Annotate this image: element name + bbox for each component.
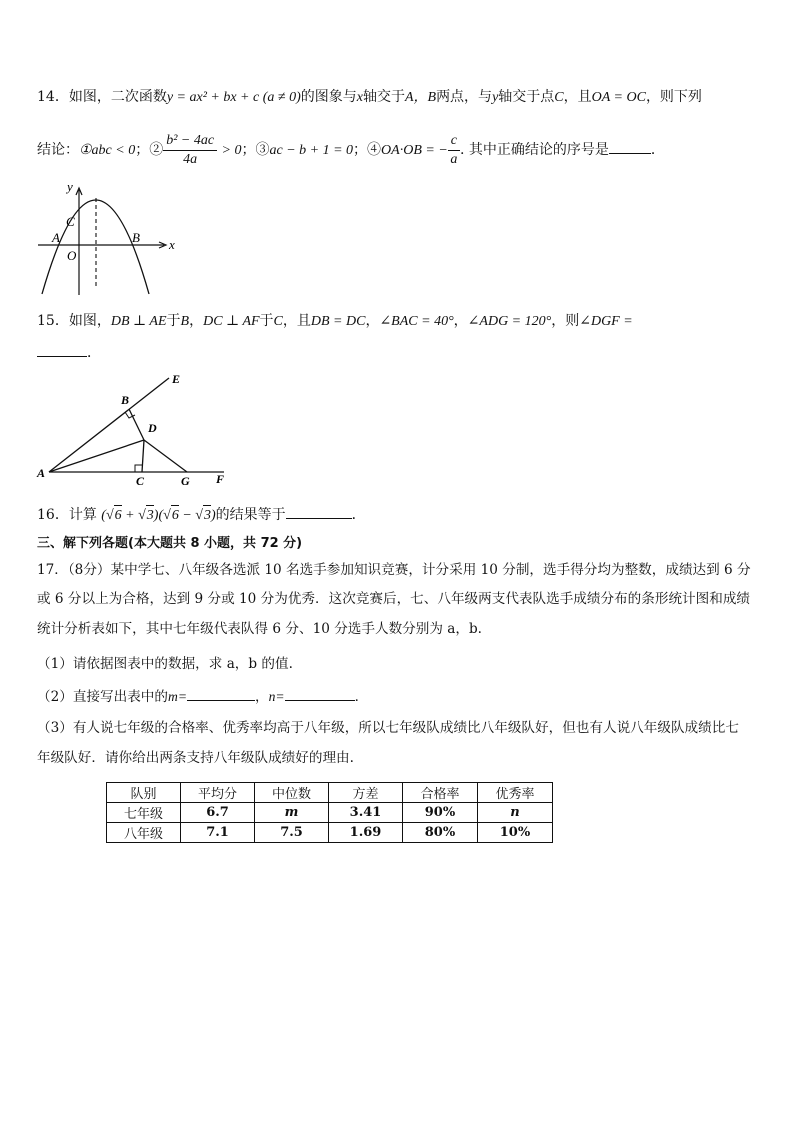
segment-DG — [144, 440, 187, 472]
table-header-cell: 中位数 — [255, 783, 329, 803]
label-E: E — [172, 372, 181, 386]
label-x: x — [169, 237, 175, 252]
segment-DC — [142, 440, 144, 472]
q14-parabola-figure — [36, 182, 181, 297]
q14-answer-blank[interactable] — [609, 139, 651, 154]
table-cell: 1.69 — [329, 823, 403, 843]
q14-fraction-2: $\frac{c}{a}$ — [448, 132, 460, 169]
q15-geometry-figure — [34, 370, 234, 488]
table-cell: 10% — [478, 823, 553, 843]
table-row — [107, 823, 553, 843]
table-cell: m — [255, 803, 329, 823]
table-cell: 八年级 — [107, 823, 181, 843]
label-B: B — [121, 393, 130, 407]
q14-conclusion-1: ①abc < 0 — [79, 143, 136, 158]
q15-line2: ． — [37, 342, 101, 363]
q17-n-blank[interactable] — [285, 686, 355, 701]
table-header-cell: 优秀率 — [478, 783, 553, 803]
segment-AD — [49, 440, 144, 472]
label-C: C — [136, 474, 145, 488]
table-header-cell: 合格率 — [403, 783, 478, 803]
segment-BD — [129, 409, 144, 440]
label-B: B — [132, 230, 140, 245]
table-cell: 3.41 — [329, 803, 403, 823]
table-header-cell: 队别 — [107, 783, 181, 803]
label-C: C — [66, 214, 75, 229]
q17-sub1: （1）请依据图表中的数据，求 a，b 的值. — [37, 656, 293, 672]
table-cell: 6.7 — [181, 803, 255, 823]
q17-line2: 或 6 分以上为合格，达到 9 分或 10 分为优秀．这次竞赛后，七、八年级两支代表队选手成绩分布的条形统计图和成绩 — [37, 591, 751, 607]
q17-stats-table — [106, 782, 553, 843]
q14-function-expression: y = ax² + bx + c (a ≠ 0) — [166, 90, 301, 105]
q17-sub3-line2: 年级队好．请你给出两条支持八年级队成绩好的理由. — [37, 750, 354, 766]
table-cell: 90% — [403, 803, 478, 823]
section-3-title: 三、解下列各题(本大题共 8 小题，共 72 分) — [37, 536, 303, 551]
table-header-cell: 方差 — [329, 783, 403, 803]
label-A: A — [37, 466, 46, 480]
q15-line1: 15．如图，DB ⊥ AE于B，DC ⊥ AF于C，且DB = DC，∠BAC = 40°，∠ADG = 120°，则∠DGF = — [37, 313, 633, 329]
table-cell: n — [478, 803, 553, 823]
q16-line: 16．计算 (√6 + √3)(√6 − √3)的结果等于 ． — [37, 504, 366, 526]
q17-sub2: （2）直接写出表中的m= ，n= ． — [37, 686, 368, 707]
q17-line3: 统计分析表如下，其中七年级代表队得 6 分、10 分选手人数分别为 a，b. — [37, 621, 482, 637]
label-D: D — [148, 421, 157, 435]
table-header-row — [107, 783, 553, 803]
label-O: O — [67, 248, 77, 263]
q14-line2: 结论：①abc < 0；② $\frac{\text{b² − 4ac}}{4a}$ > 0；③ac − b + 1 = 0；④OA·OB = − $\frac{c}{a}$ . 其中正确结论的序号是 ． — [37, 132, 665, 167]
q16-answer-blank[interactable] — [286, 504, 352, 519]
table-cell: 七年级 — [107, 803, 181, 823]
q16-expression: (√6 + √3)(√6 − √3) — [101, 508, 215, 523]
q17-m-blank[interactable] — [187, 686, 255, 701]
q14-conclusion-4: OA·OB = − — [381, 143, 448, 158]
q14-line1: 14．如图，二次函数y = ax² + bx + c (a ≠ 0)的图象与x轴交于A，B两点，与y轴交于点C，且OA = OC，则下列 — [37, 89, 702, 105]
table-header-cell: 平均分 — [181, 783, 255, 803]
q14-fraction: $\frac{\text{b² − 4ac}}{4a}$ — [163, 132, 217, 169]
right-angle-C — [135, 465, 142, 472]
label-F: F — [216, 472, 225, 486]
q17-line1: 17．（8分）某中学七、八年级各选派 10 名选手参加知识竞赛，计分采用 10 分制，选手得分均为整数，成绩达到 6 分 — [37, 562, 751, 578]
q15-answer-blank[interactable] — [37, 342, 87, 357]
q17-sub3-line1: （3）有人说七年级的合格率、优秀率均高于八年级，所以七年级队成绩比八年级队好，但也有人说八年级队成绩比七 — [37, 720, 739, 736]
label-A: A — [52, 230, 60, 245]
label-G: G — [181, 474, 190, 488]
table-cell: 80% — [403, 823, 478, 843]
table-cell: 7.1 — [181, 823, 255, 843]
table-cell: 7.5 — [255, 823, 329, 843]
table-row — [107, 803, 553, 823]
label-y: y — [67, 182, 73, 194]
q14-conclusion-3: ac − b + 1 = 0 — [269, 143, 354, 158]
